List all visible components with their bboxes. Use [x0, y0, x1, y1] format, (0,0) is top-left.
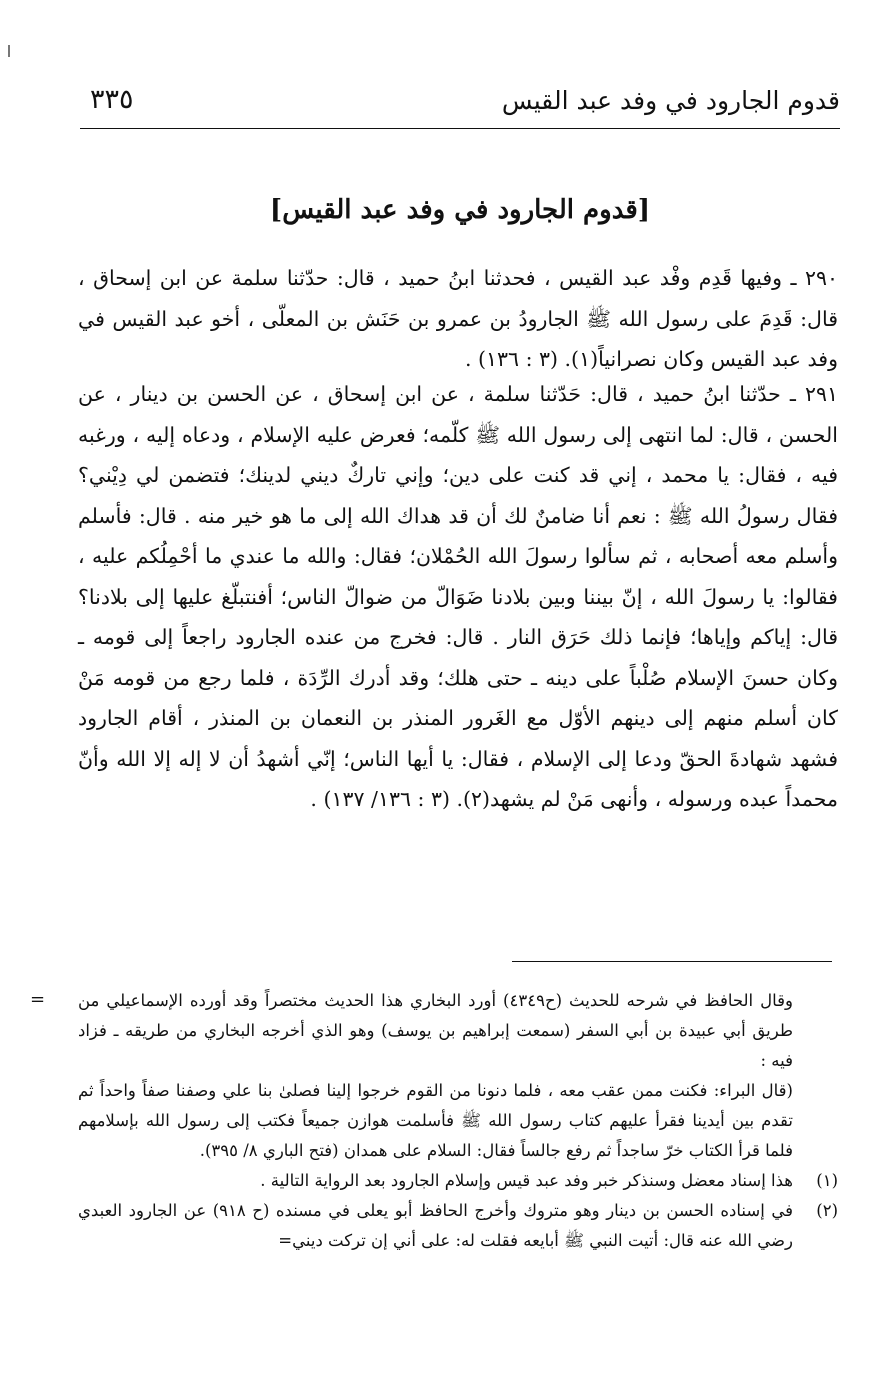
hadith-291-paragraph: ٢٩١ ـ حدّثنا ابنُ حميد ، قال: حَدّثنا سلمة ، عن ابن إسحاق ، عن الحسن بن دينار ، عن الحسن ، قال: لما انتهى إلى رسول الله ﷺ كلّمه؛ فعرض عليه الإسلام ، ودعاه إليه ، ورغبه فيه ، فقال: يا محمد ، إني قد كنت على دين؛ وإني تاركٌ ديني لدينك؛ فتضمن لي دِيْني؟ فقال رسولُ الله ﷺ : نعم أنا ضامنٌ لك أن قد هداك الله إلى ما هو خير منه . قال: فأسلم وأسلم معه أصحابه ، ثم سألوا رسولَ الله الحُمْلان؛ فقال: والله ما عندي ما أحْمِلُكم عليه ، فقالوا: يا رسولَ الله ، إنّ بيننا وبين بلادنا ضَوَالّ من ضوالّ الناس؛ أفنتبلّغ عليها إلى بلادنا؟ قال: إياكم وإياها؛ فإنما ذلك حَرَق النار . قال: فخرج من عنده الجارود راجعاً إلى قومه ـ وكان حسنَ الإسلام صُلْباً على دينه ـ حتى هلك؛ وقد أدرك الرِّدَة ، فلما رجع من قومه مَنْ كان أسلم منهم إلى دينهم الأوّل مع الغَرور المنذر بن النعمان بن المنذر ، أقام الجارود فشهد شهادةَ الحقّ ودعا إلى الإسلام ، فقال: يا أيها الناس؛ إنّي أشهدُ أن لا إله إلا الله وأنّ محمداً عبده ورسوله ، وأنهى مَنْ لم يشهد(٢). (٣ : ١٣٦/ ١٣٧) . [78, 382, 838, 811]
header-title: قدوم الجارود في وفد عبد القيس [501, 86, 840, 115]
continuation-marker: = [30, 989, 46, 1010]
footnote-continuation-text-1: وقال الحافظ في شرحه للحديث (ح٤٣٤٩) أورد البخاري هذا الحديث مختصراً وقد أورده الإسماعيلي من طريق أبي عبيدة بن أبي السفر (سمعت إبراهيم بن يوسف) وهو الذي أخرجه البخاري من طريقه ـ فزاد فيه : [78, 991, 793, 1070]
footnote-continuation [30, 986, 838, 1166]
footnotes-section [30, 986, 838, 1256]
footnote-1 [78, 1166, 838, 1196]
margin-mark [8, 45, 10, 57]
hadith-290-paragraph: ٢٩٠ ـ وفيها قَدِم وفْد عبد القيس ، فحدثنا ابنُ حميد ، قال: حدّثنا سلمة عن ابن إسحاق ، قال: قَدِمَ على رسول الله ﷺ الجارودُ بن عمرو بن حَنَش بن المعلّى ، أخو عبد القيس في وفد عبد القيس وكان نصرانياً(١). (٣ : ١٣٦) . [78, 266, 838, 371]
page-number: ٣٣٥ [90, 84, 134, 115]
footnote-1-text: هذا إسناد معضل وسنذكر خبر وفد عبد قيس وإسلام الجارود بعد الرواية التالية . [260, 1171, 793, 1190]
footnote-2-marker: (٢) [816, 1201, 838, 1220]
section-title: [قدوم الجارود في وفد عبد القيس] [269, 195, 651, 225]
footnote-2 [78, 1196, 838, 1256]
running-header [80, 82, 840, 129]
footnote-divider [512, 961, 832, 962]
footnote-continuation-text-2: (قال البراء: فكنت ممن عقب معه ، فلما دنونا من القوم خرجوا إلينا فصلىٰ بنا علي وصفنا صفاً واحداً ثم تقدم بين أيدينا فقرأ عليهم كتاب رسول الله ﷺ فأسلمت هوازن جميعاً فكتب إلى رسول الله بإسلامهم فلما قرأ الكتاب خرّ ساجداً ثم رفع جالساً فقال: السلام على همدان (فتح الباري ٨/ ٣٩٥). [78, 1081, 793, 1160]
footnote-2-text: في إسناده الحسن بن دينار وهو متروك وأخرج الحافظ أبو يعلى في مسنده (ح ٩١٨) عن الجارود العبدي رضي الله عنه قال: أتيت النبي ﷺ أبايعه فقلت له: على أني إن تركت ديني= [78, 1201, 793, 1250]
footnote-1-marker: (١) [816, 1171, 838, 1190]
